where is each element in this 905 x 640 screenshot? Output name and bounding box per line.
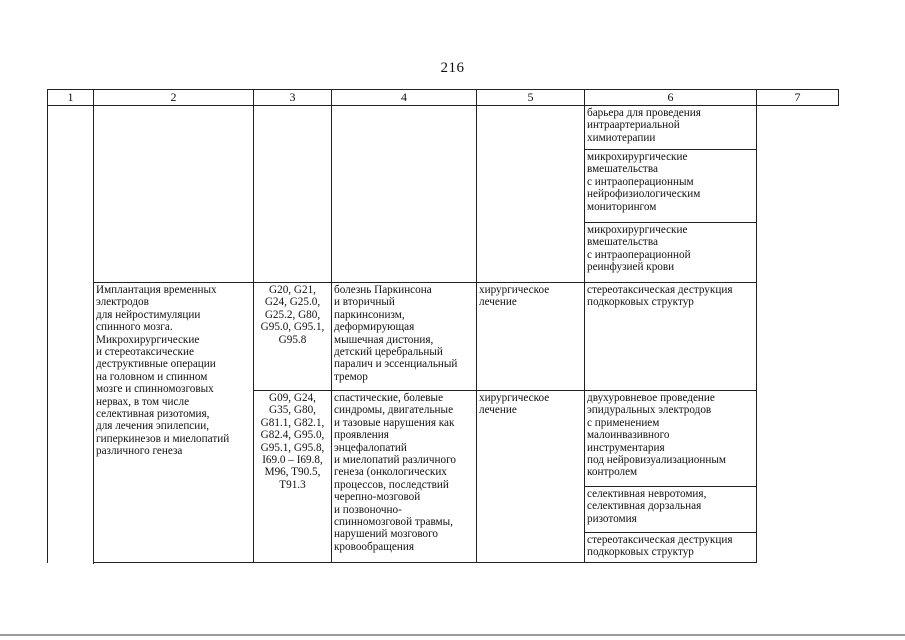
cell-a-col5-blank [477, 106, 585, 283]
table-row [48, 283, 839, 391]
cell-b2-col6-method: стереотаксическая деструкция подкорковых структур [585, 533, 757, 563]
cell-b1-col4-diagnosis: болезнь Паркинсона и вторичный паркинсонизм, деформирующая мышечная дистония, детский церебральный паралич и эссенциальный тремор [332, 283, 477, 391]
table-row [48, 106, 839, 150]
header-col-1: 1 [48, 90, 94, 106]
cell-b1-col5-treatment: хирургическое лечение [477, 283, 585, 391]
cell-b1-col6-method: стереотаксическая деструкция подкорковых структур [585, 283, 757, 391]
cell-b2-col6-method: двухуровневое проведение эпидуральных электродов с применением малоинвазивного инструментария под нейровизуализационным контролем [585, 391, 757, 487]
cell-a-col3-blank [254, 106, 332, 283]
header-col-7: 7 [757, 90, 839, 106]
cell-a-col6-item: микрохирургические вмешательства с интраоперационной реинфузией крови [585, 223, 757, 283]
cell-a-col2-blank [94, 106, 254, 283]
cell-b2-col4-diagnosis: спастические, болевые синдромы, двигательные и тазовые нарушения как проявления энцефалопатий и миелопатий различного генеза (онкологических процессов, последствий черепно-мозговой и позвоночно- спинномозговой травмы, нарушений мозгового кровообращения [332, 391, 477, 563]
medical-care-table [47, 89, 839, 563]
cell-b1-col3-codes: G20, G21, G24, G25.0, G25.2, G80, G95.0, G95.1, G95.8 [254, 283, 332, 391]
cell-b2-col6-method: селективная невротомия, селективная дорзальная ризотомия [585, 487, 757, 533]
header-col-2: 2 [94, 90, 254, 106]
page-number: 216 [440, 60, 465, 76]
header-col-6: 6 [585, 90, 757, 106]
cell-b2-col3-codes: G09, G24, G35, G80, G81.1, G82.1, G82.4, G95.0, G95.1, G95.8, I69.0 – I69.8, M96, T90.5, T91.3 [254, 391, 332, 563]
cell-col7-blank [757, 106, 839, 563]
cell-a-col6-item: барьера для проведения интраартериальной химиотерапии [585, 106, 757, 150]
cell-b2-col5-treatment: хирургическое лечение [477, 391, 585, 563]
page-bottom-edge [0, 634, 905, 636]
header-col-3: 3 [254, 90, 332, 106]
cell-a-col6-item: микрохирургические вмешательства с интраоперационным нейрофизиологическим мониторингом [585, 150, 757, 223]
cell-col1-blank [48, 106, 94, 563]
cell-a-col4-blank [332, 106, 477, 283]
cell-b-col2-service: Имплантация временных электродов для нейростимуляции спинного мозга. Микрохирургические и стереотаксические деструктивные операции на головном и спинном мозге и спинномозговых нервах, в том числе селективная ризотомия, для лечения эпилепсии, гиперкинезов и миелопатий различного генеза [94, 283, 254, 563]
table-header-row [48, 90, 839, 106]
header-col-5: 5 [477, 90, 585, 106]
header-col-4: 4 [332, 90, 477, 106]
